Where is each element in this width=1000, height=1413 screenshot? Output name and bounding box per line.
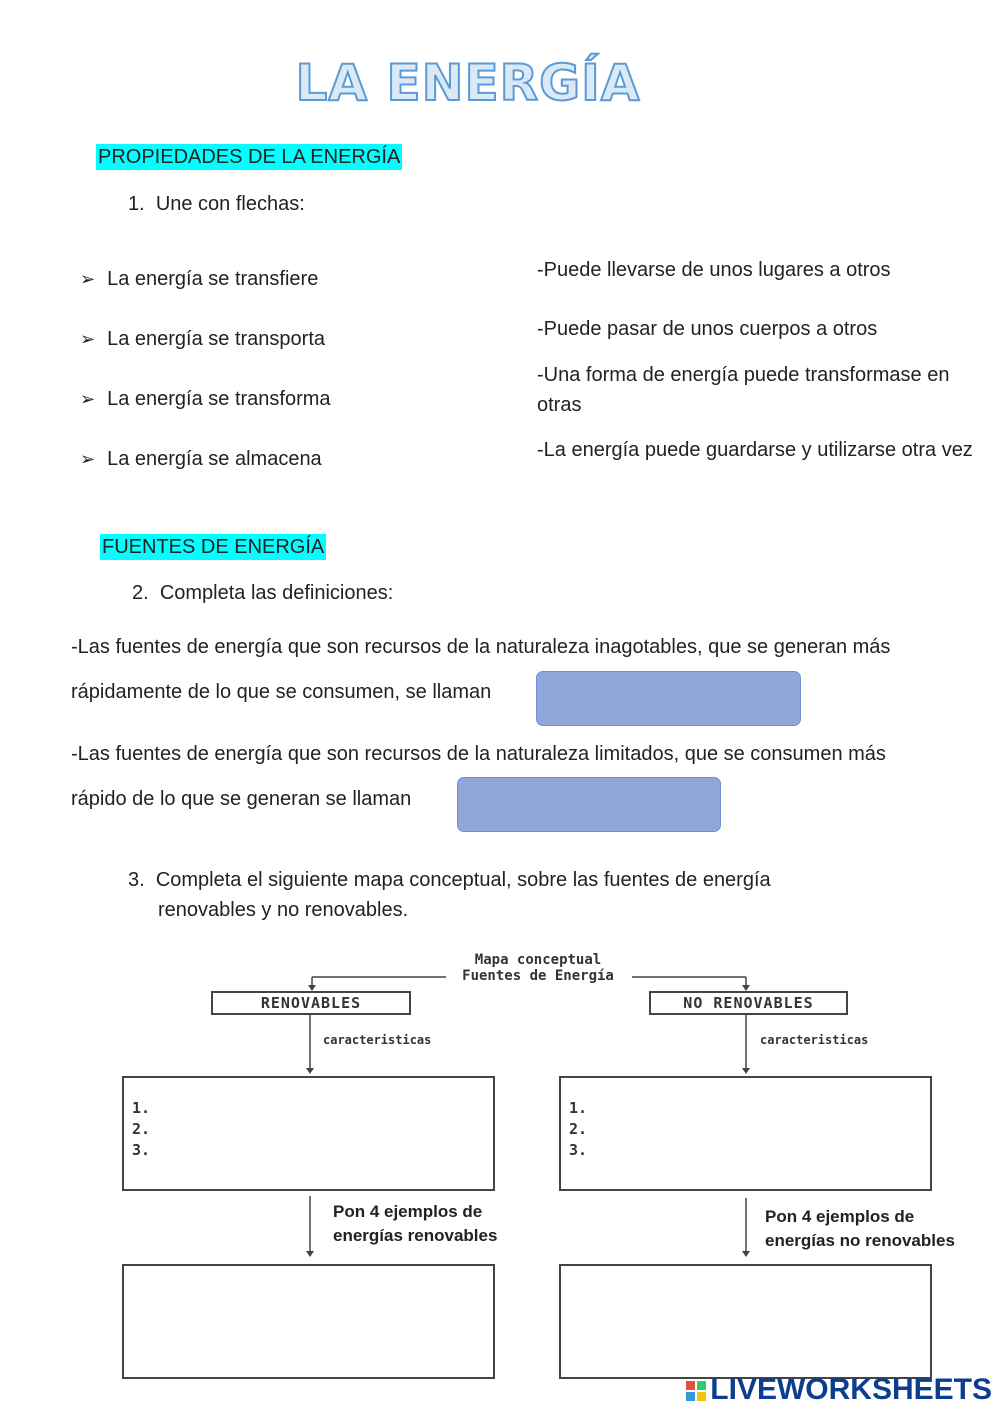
renewables-examples-label [333,1200,497,1248]
page-title: LA ENERGÍA [295,54,641,112]
nonrenewables-examples-box[interactable] [559,1264,932,1379]
renewables-characteristics-box[interactable] [122,1076,495,1191]
renewables-examples-box[interactable] [122,1264,495,1379]
arrowhead-icon [742,1068,750,1074]
arrowhead-icon [306,1251,314,1257]
definition-2-line-1: -Las fuentes de energía que son recursos de la naturaleza limitados, que se consumen más [71,743,886,765]
examples-label-line-2: energías renovables [333,1226,498,1245]
renewables-title-box: RENOVABLES [211,991,411,1015]
arrow-bullet-icon: ➢ [80,449,96,469]
instruction-text: Une con flechas: [155,193,305,215]
instruction-text: Completa el siguiente mapa conceptual, sobre las fuentes de energía [155,869,771,891]
map-title-line-1: Mapa conceptual [474,952,602,968]
right-item[interactable]: -Una forma de energía puede transformase en otras [537,364,950,416]
instruction-text: Completa las definiciones: [159,582,394,604]
nonrenewables-examples-label [765,1205,955,1253]
definition-1-line-1: -Las fuentes de energía que son recursos de la naturaleza inagotables, que se generan más [71,636,891,658]
nonrenewables-characteristics-box[interactable] [559,1076,932,1191]
arrow-bullet-icon: ➢ [80,389,96,409]
definition-2-line-2: rápido de lo que se generan se llaman [71,788,412,810]
right-item[interactable]: -La energía puede guardarse y utilizarse otra vez [537,439,973,461]
left-item-text: La energía se transfiere [107,268,319,290]
logo-text: LIVEWORKSHEETS [710,1373,992,1406]
left-item-text: La energía se almacena [107,448,322,470]
left-item-text: La energía se transporta [107,328,326,350]
list-number: 3. [132,1141,151,1159]
instruction-3-line-2: renovables y no renovables. [158,899,409,921]
list-number: 3. [569,1141,588,1159]
arrowhead-icon [742,1251,750,1257]
instruction-number: 1. [128,193,145,215]
arrow-bullet-icon: ➢ [80,329,96,349]
arrowhead-icon [306,1068,314,1074]
characteristics-label: caracteristicas [323,1033,432,1047]
instruction-number: 3. [128,869,145,891]
list-number: 2. [132,1120,151,1138]
map-title-line-2: Fuentes de Energía [462,968,614,984]
examples-label-line-2: energías no renovables [765,1231,955,1250]
nonrenewables-title-box: NO RENOVABLES [649,991,848,1015]
list-number: 1. [132,1099,151,1117]
liveworksheets-logo-icon [686,1381,706,1401]
examples-label-line-1: Pon 4 ejemplos de [333,1202,483,1221]
list-number: 1. [569,1099,588,1117]
right-item[interactable]: -Puede llevarse de unos lugares a otros [537,259,891,281]
characteristics-label: caracteristicas [760,1033,869,1047]
sources-heading: FUENTES DE ENERGÍA [102,536,325,558]
left-item-text: La energía se transforma [107,388,331,410]
examples-label-line-1: Pon 4 ejemplos de [765,1207,915,1226]
definition-1-line-2: rápidamente de lo que se consumen, se llaman [71,681,492,703]
right-item[interactable]: -Puede pasar de unos cuerpos a otros [537,318,878,340]
properties-heading: PROPIEDADES DE LA ENERGÍA [98,146,401,168]
liveworksheets-logo[interactable] [686,1373,992,1407]
instruction-number: 2. [132,582,149,604]
list-number: 2. [569,1120,588,1138]
numbered-list [132,1098,150,1161]
numbered-list [569,1098,587,1161]
arrow-bullet-icon: ➢ [80,269,96,289]
